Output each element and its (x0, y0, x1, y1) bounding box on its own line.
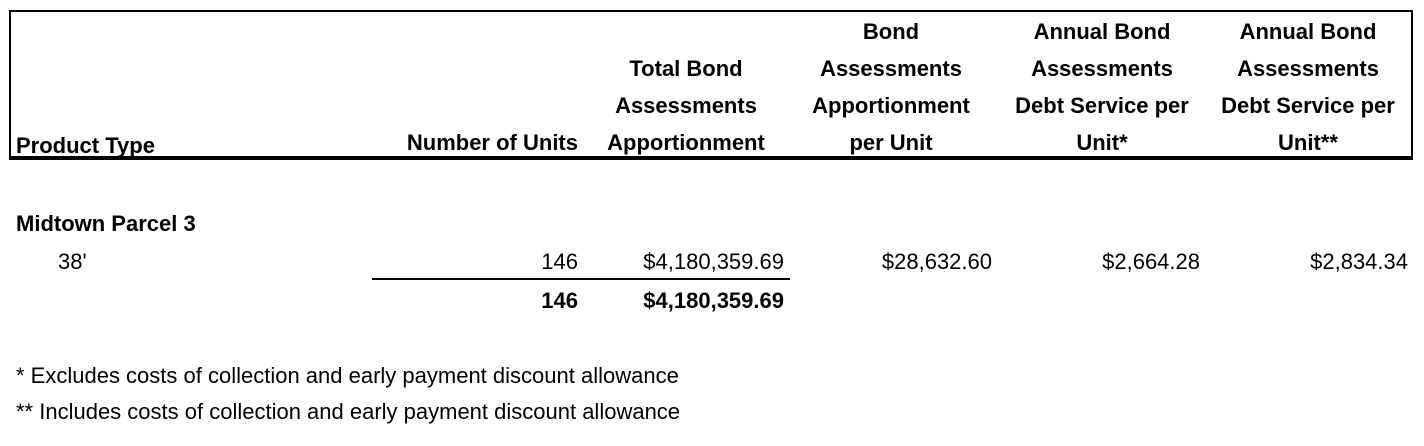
header-product-type: Product Type (16, 133, 155, 158)
footnote-excludes: * Excludes costs of collection and early payment discount allowance (16, 363, 679, 388)
header-total-bond-assessments: Total Bond Assessments Apportionment (607, 56, 765, 155)
total-bond-assessments: $4,180,359.69 (643, 288, 784, 313)
row-total-bond: $4,180,359.69 (643, 249, 784, 274)
row-annual-ds-incl: $2,834.34 (1310, 249, 1408, 274)
row-annual-ds-excl: $2,664.28 (1102, 249, 1200, 274)
header-number-of-units: Number of Units (406, 130, 578, 155)
row-product-type: 38' (58, 249, 87, 274)
footnote-includes: ** Includes costs of collection and early payment discount allowance (16, 399, 681, 424)
subtotal-rule (372, 278, 790, 280)
section-title: Midtown Parcel 3 (16, 211, 196, 236)
header-annual-debt-service-excl: Annual Bond Assessments Debt Service per Unit* (1015, 19, 1189, 155)
row-number-of-units: 146 (541, 249, 578, 274)
total-number-of-units: 146 (541, 288, 578, 313)
header-bond-per-unit: Bond Assessments Apportionment per Unit (812, 19, 970, 155)
row-bond-per-unit: $28,632.60 (881, 249, 992, 274)
header-annual-debt-service-incl: Annual Bond Assessments Debt Service per Unit** (1221, 19, 1395, 155)
